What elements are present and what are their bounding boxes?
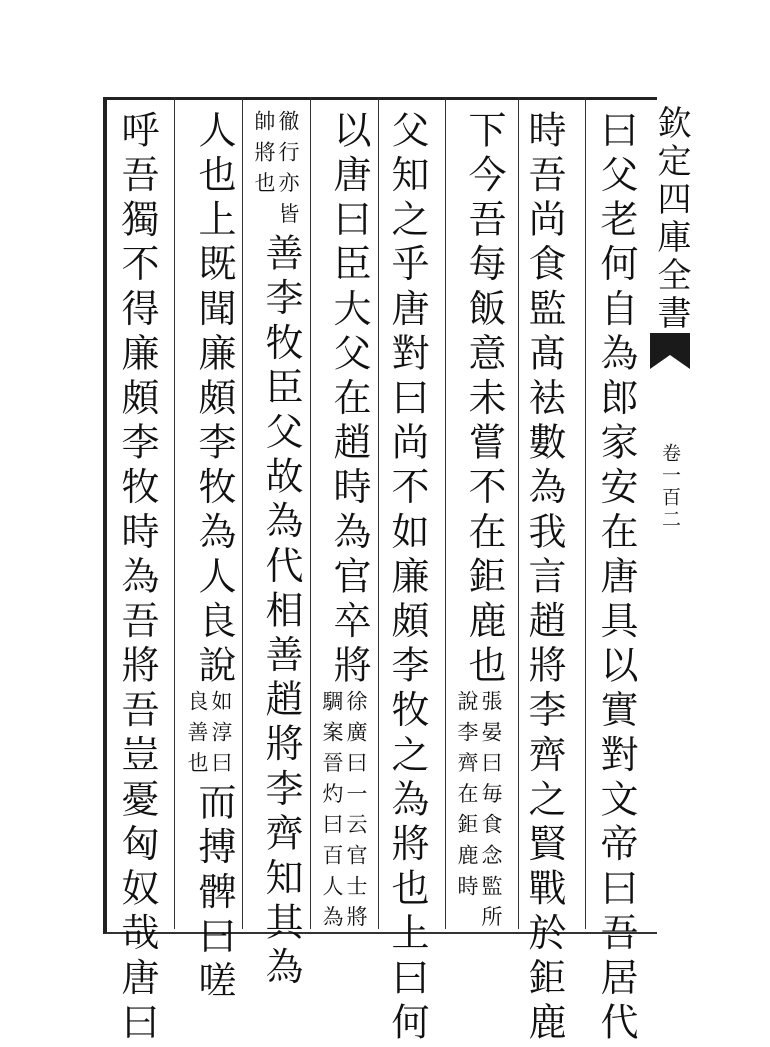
column-rule [310, 97, 311, 929]
text-column [115, 110, 159, 1047]
text-column [522, 110, 566, 1047]
column-rule [445, 97, 446, 929]
text-column [185, 110, 236, 1006]
annotation-note: 徐廣曰一云官士將騆案晉灼曰百人為 [320, 689, 368, 937]
annotation-note: 如淳曰良善也 [185, 689, 233, 783]
annotation-note: 張晏曰毎食念監所說李齊在鉅鹿時 [455, 689, 503, 937]
main-text: 呼吾獨不得廉頗李牧時為吾將吾豈憂匈奴哉唐曰 [115, 110, 159, 1047]
main-text: 曰父老何自為郎家安在唐具以實對文帝曰吾居代 [594, 110, 638, 1047]
main-text: 下今吾每飯意未嘗不在鉅鹿也 [462, 110, 506, 690]
column-rule [518, 97, 519, 929]
text-column [455, 110, 506, 937]
text-column [594, 110, 638, 1047]
column-rule [174, 97, 175, 929]
annotation-note: 徹行亦皆帥將也 [252, 110, 300, 234]
volume-number: 卷一百二 [659, 443, 681, 531]
text-column [320, 110, 371, 937]
book-title: 欽定四庫全書 [651, 105, 691, 333]
main-text: 父知之乎唐對曰尚不如廉頗李牧之為將也上曰何 [385, 110, 429, 1047]
column-rule [242, 97, 243, 929]
main-text: 以唐曰臣大父在趙時為官卒將 [327, 110, 371, 690]
fishtail-mark [650, 333, 690, 369]
main-text: 善李牧臣父故為代相善趙將李齊知其為 [259, 233, 303, 992]
column-rule [585, 97, 586, 929]
main-text: 而搏髀曰嗟 [192, 782, 236, 1006]
main-text: 人也上既聞廉頗李牧為人良說 [192, 110, 236, 690]
main-text: 時吾尚食監髙袪數為我言趙將李齊之賢戰於鉅鹿 [522, 110, 566, 1047]
page-margin [648, 105, 698, 925]
column-rule [378, 97, 379, 929]
text-column [252, 110, 303, 992]
text-column [385, 110, 429, 1047]
